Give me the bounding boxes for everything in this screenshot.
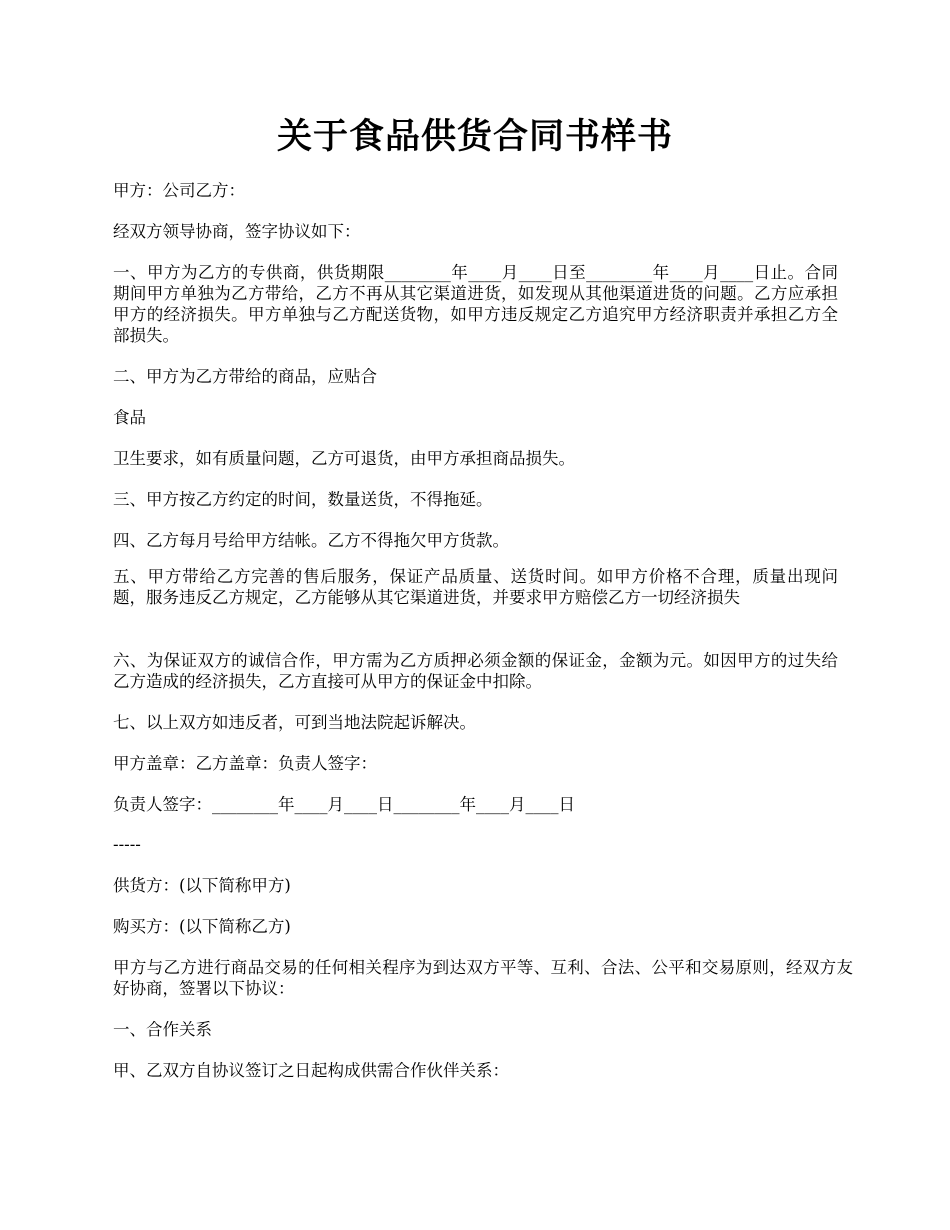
paragraph-supplier: 供货方：(以下简称甲方) <box>113 876 291 895</box>
document-title: 关于食品供货合同书样书 <box>276 116 673 157</box>
paragraph-clause-7: 七、以上双方如违反者，可到当地法院起诉解决。 <box>113 713 476 732</box>
paragraph-hygiene: 卫生要求，如有质量问题，乙方可退货，由甲方承担商品损失。 <box>113 449 575 468</box>
separator-line: ----- <box>113 835 141 854</box>
paragraph-food: 食品 <box>113 408 146 427</box>
paragraph-clause-4: 四、乙方每月号给甲方结帐。乙方不得拖欠甲方货款。 <box>113 531 509 550</box>
paragraph-clause-1: 一、甲方为乙方的专供商，供货期限________年____月____日至________年____月____日止。合同期间甲方单独为乙方带给，乙方不再从其它渠道进货，如发现从其他渠道进货的问题。乙方应承担甲方的经济损失。甲方单独与乙方配送货物，如甲方违反规定乙方追究甲方经济职责并承担乙方全部损失。 <box>113 263 838 345</box>
paragraph-parties: 甲方：公司乙方： <box>113 181 245 200</box>
paragraph-clause-5: 五、甲方带给乙方完善的售后服务，保证产品质量、送货时间。如甲方价格不合理，质量出现问题，服务违反乙方规定，乙方能够从其它渠道进货，并要求甲方赔偿乙方一切经济损失 <box>113 567 838 607</box>
paragraph-intro: 经双方领导协商，签字协议如下： <box>113 222 361 241</box>
paragraph-buyer: 购买方：(以下简称乙方) <box>113 917 291 936</box>
paragraph-signature-dates: 负责人签字：________年____月____日________年____月____日 <box>113 795 575 814</box>
section-cooperation-heading: 一、合作关系 <box>113 1020 212 1039</box>
paragraph-clause-3: 三、甲方按乙方约定的时间，数量送货，不得拖延。 <box>113 490 493 509</box>
paragraph-agreement-intro: 甲方与乙方进行商品交易的任何相关程序为到达双方平等、互利、合法、公平和交易原则，经双方友好协商，签署以下协议： <box>113 958 853 998</box>
paragraph-clause-6: 六、为保证双方的诚信合作，甲方需为乙方质押必须金额的保证金，金额为元。如因甲方的过失给乙方造成的经济损失，乙方直接可从甲方的保证金中扣除。 <box>113 651 838 691</box>
paragraph-partnership: 甲、乙双方自协议签订之日起构成供需合作伙伴关系： <box>113 1061 509 1080</box>
paragraph-clause-2: 二、甲方为乙方带给的商品，应贴合 <box>113 367 377 386</box>
paragraph-seals: 甲方盖章：乙方盖章：负责人签字： <box>113 754 377 773</box>
